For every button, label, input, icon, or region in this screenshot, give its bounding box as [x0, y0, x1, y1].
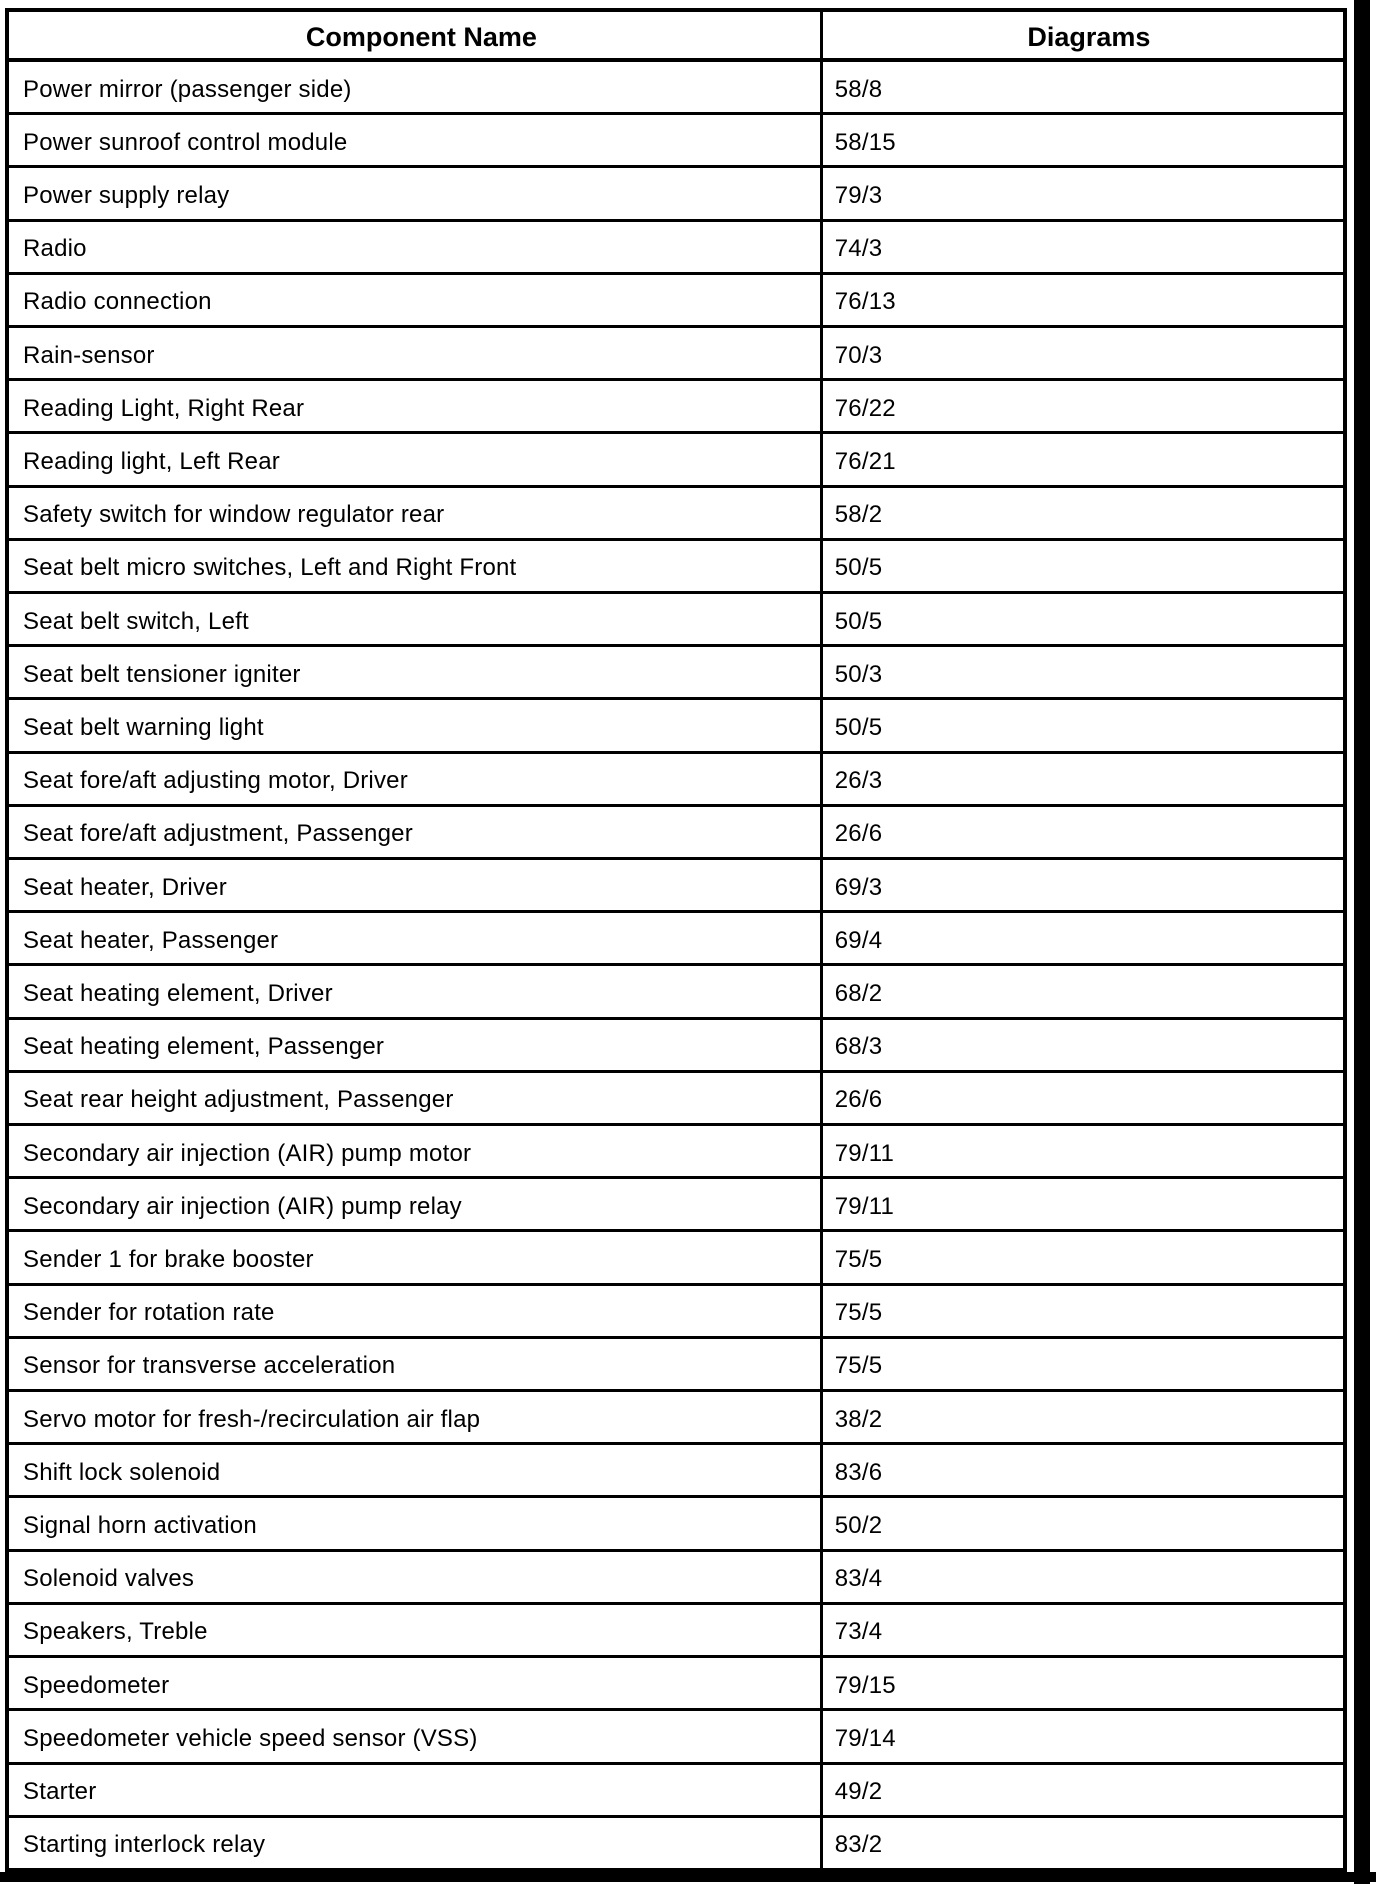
component-name-cell: Power sunroof control module — [9, 115, 823, 165]
diagram-ref-cell: 76/22 — [834, 394, 896, 422]
component-name-cell: Seat heating element, Passenger — [9, 1020, 823, 1070]
table-row — [9, 1389, 1343, 1442]
diagram-ref-cell: 58/8 — [834, 75, 883, 103]
diagram-ref-cell: 68/2 — [834, 980, 883, 1008]
component-name-cell: Solenoid valves — [9, 1552, 823, 1602]
diagram-ref-cell: 50/5 — [834, 714, 883, 742]
table-row — [9, 1442, 1343, 1495]
table-row — [9, 378, 1343, 431]
diagram-ref-cell: 79/11 — [834, 1192, 895, 1220]
component-name-cell: Seat fore/aft adjusting motor, Driver — [9, 754, 823, 804]
table-row — [9, 1123, 1343, 1176]
diagram-ref-cell: 50/3 — [834, 660, 883, 688]
diagram-ref-cell: 79/11 — [834, 1139, 895, 1167]
component-name-cell: Radio — [9, 222, 823, 272]
diagram-ref-cell: 83/6 — [834, 1458, 883, 1486]
component-name-cell: Servo motor for fresh-/recirculation air flap — [9, 1392, 823, 1442]
table-row — [9, 1336, 1343, 1389]
component-name-cell: Seat belt micro switches, Left and Right Front — [9, 541, 823, 591]
table-row — [9, 644, 1343, 697]
table-row — [9, 751, 1343, 804]
column-header-component-name: Component Name — [9, 12, 823, 58]
table-row — [9, 857, 1343, 910]
table-row — [9, 219, 1343, 272]
diagram-ref-cell: 68/3 — [834, 1033, 883, 1061]
component-name-cell: Rain-sensor — [9, 328, 823, 378]
diagram-ref-cell: 26/6 — [834, 820, 883, 848]
component-name-cell: Starting interlock relay — [9, 1818, 823, 1868]
component-name-cell: Speedometer vehicle speed sensor (VSS) — [9, 1711, 823, 1761]
component-name-cell: Reading Light, Right Rear — [9, 381, 823, 431]
component-name-cell: Power supply relay — [9, 168, 823, 218]
component-name-cell: Speedometer — [9, 1658, 823, 1708]
table-row — [9, 1602, 1343, 1655]
table-row — [9, 431, 1343, 484]
diagram-ref-cell: 26/6 — [834, 1086, 883, 1114]
table-row — [9, 1495, 1343, 1548]
component-name-cell: Seat heater, Driver — [9, 860, 823, 910]
diagram-ref-cell: 69/4 — [834, 926, 883, 954]
table-row — [9, 58, 1343, 112]
table-row — [9, 1815, 1343, 1868]
table-row — [9, 272, 1343, 325]
diagram-ref-cell: 70/3 — [834, 341, 883, 369]
table-row — [9, 591, 1343, 644]
component-name-cell: Sensor for transverse acceleration — [9, 1339, 823, 1389]
component-name-cell: Seat fore/aft adjustment, Passenger — [9, 807, 823, 857]
diagram-ref-cell: 75/5 — [834, 1246, 883, 1274]
diagram-ref-cell: 79/14 — [834, 1724, 896, 1752]
component-name-cell: Seat belt tensioner igniter — [9, 647, 823, 697]
table-row — [9, 1762, 1343, 1815]
component-name-cell: Secondary air injection (AIR) pump motor — [9, 1126, 823, 1176]
table-row — [9, 1708, 1343, 1761]
diagram-ref-cell: 76/13 — [834, 288, 896, 316]
table-row — [9, 963, 1343, 1016]
diagram-ref-cell: 50/5 — [834, 607, 883, 635]
component-name-cell: Seat heater, Passenger — [9, 913, 823, 963]
component-name-cell: Safety switch for window regulator rear — [9, 488, 823, 538]
table-row — [9, 804, 1343, 857]
table-row — [9, 697, 1343, 750]
scan-artifact-right-bar — [1354, 0, 1370, 1884]
component-name-cell: Shift lock solenoid — [9, 1445, 823, 1495]
diagram-ref-cell: 83/4 — [834, 1565, 883, 1593]
component-name-cell: Reading light, Left Rear — [9, 434, 823, 484]
component-name-cell: Speakers, Treble — [9, 1605, 823, 1655]
component-name-cell: Secondary air injection (AIR) pump relay — [9, 1179, 823, 1229]
table-row — [9, 1283, 1343, 1336]
diagram-ref-cell: 83/2 — [834, 1831, 883, 1859]
table-row — [9, 1655, 1343, 1708]
component-name-cell: Sender 1 for brake booster — [9, 1232, 823, 1282]
diagram-ref-cell: 73/4 — [834, 1618, 883, 1646]
table-row — [9, 910, 1343, 963]
table-header-row — [9, 12, 1343, 58]
table-row — [9, 1549, 1343, 1602]
scan-artifact-bottom-bar — [0, 1872, 1376, 1882]
table-row — [9, 1229, 1343, 1282]
component-name-cell: Power mirror (passenger side) — [9, 62, 823, 112]
component-name-cell: Seat heating element, Driver — [9, 966, 823, 1016]
table-row — [9, 325, 1343, 378]
diagram-ref-cell: 79/15 — [834, 1671, 896, 1699]
table-row — [9, 112, 1343, 165]
table-row — [9, 165, 1343, 218]
component-diagram-table — [5, 8, 1347, 1872]
diagram-ref-cell: 49/2 — [834, 1778, 883, 1806]
diagram-ref-cell: 58/2 — [834, 501, 883, 529]
diagram-ref-cell: 38/2 — [834, 1405, 883, 1433]
diagram-ref-cell: 75/5 — [834, 1352, 883, 1380]
diagram-ref-cell: 58/15 — [834, 128, 896, 156]
diagram-ref-cell: 76/21 — [834, 448, 896, 476]
table-row — [9, 1017, 1343, 1070]
diagram-ref-cell: 79/3 — [834, 182, 883, 209]
column-header-diagrams: Diagrams — [1027, 22, 1151, 52]
diagram-ref-cell: 50/2 — [834, 1512, 883, 1540]
diagram-ref-cell: 74/3 — [834, 235, 883, 263]
diagram-ref-cell: 75/5 — [834, 1299, 883, 1327]
diagram-ref-cell: 26/3 — [834, 767, 883, 795]
diagram-ref-cell: 69/3 — [834, 873, 883, 901]
component-name-cell: Sender for rotation rate — [9, 1286, 823, 1336]
component-name-cell: Signal horn activation — [9, 1498, 823, 1548]
table-row — [9, 485, 1343, 538]
table-row — [9, 1176, 1343, 1229]
table-row — [9, 1070, 1343, 1123]
component-name-cell: Seat rear height adjustment, Passenger — [9, 1073, 823, 1123]
component-name-cell: Radio connection — [9, 275, 823, 325]
component-name-cell: Starter — [9, 1765, 823, 1815]
component-name-cell: Seat belt switch, Left — [9, 594, 823, 644]
table-row — [9, 538, 1343, 591]
component-name-cell: Seat belt warning light — [9, 700, 823, 750]
diagram-ref-cell: 50/5 — [834, 554, 883, 582]
